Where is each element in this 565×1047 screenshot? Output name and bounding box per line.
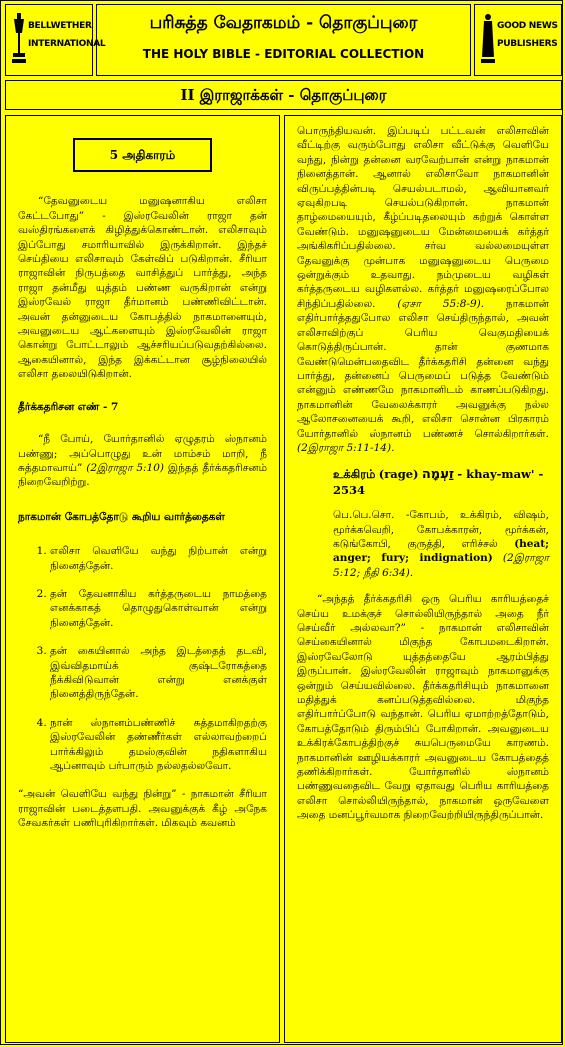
scripture-reference: (2இராஜா 5:12; நீதி 6:34). xyxy=(333,552,549,579)
header xyxy=(5,4,562,76)
paragraph: “அவன் வெளியே வந்து நின்று” - நாகமான் சீரியா ராஜாவின் படைத்தளபதி. அவனுக்குக் கீழ் அநேக சேவகர்கள் பணிபுரிகிறார்கள். மிகவும் கவனம் xyxy=(18,788,267,830)
trumpet-angel-icon xyxy=(481,13,495,65)
paragraph: “தேவனுடைய மனுஷனாகிய எலிசா கேட்டபோது” - இஸ்ரவேலின் ராஜா தன் வஸ்திரங்களைக் கிழித்துக்கொண்டான். எலிசாவும் இப்போது சமாரியாவில் இருக்கிறான். இந்தச் செய்தியை எலிசாவும் கேள்விப் படுகிறான். சீரியா ராஜாவின் நிருபத்தை வாசித்துப் பார்த்து, அந்த ராஜா தன்மீது யுத்தம் பண்ண வருகிறான் என்று இஸ்ரவேல் ராஜா தீர்மானம் பண்ணிவிட்டான். அவன் தன்னுடைய கோபத்தில் நாகமானையும், அவனுடைய ஆட்களையும் இஸ்ரவேலின் ராஜா கொன்று போட்டாலும் ஆச்சரியப்படுவதற்கில்லை. ஆகையினால், இந்த இக்கட்டான சூழ்நிலையில் எலிசா தலையிடுகிறான். xyxy=(18,195,267,381)
page-title-tamil: பரிசுத்த வேதாகமம் - தொகுப்புரை xyxy=(149,13,418,33)
word-study-entry xyxy=(297,467,549,498)
paragraph xyxy=(297,124,549,455)
paragraph-text: நாகமான் எதிர்பார்த்ததுபோல எலிசா செய்திருந்தால், அவன் எலிசாவிற்குப் பெரிய வெகுமதியைக் கொடுத்திருப்பான். தான் குணமாக வேண்டுமென்பதைவிட தீர்க்கதரிசி தன்னை வந்து பார்த்து, தன்னைப் பெருமைப் படுத்த வேண்டும் என்னும் எண்ணமே நாகமானிடம் காணப்படுகிறது. நாகமானின் வேலைக்காரர் அவனுக்கு நல்ல ஆலோசனையைக் கூறி, எலிசா சொன்ன பிரகாரம் யோர்தானில் ஸ்நானம் பண்ணச் சொல்கிறார்கள். xyxy=(297,297,549,440)
prophecy-quote: “நீ போய், யோர்தானில் ஏழுதரம் ஸ்நானம் பண்ணு; அப்பொழுது உன் மாம்சம் மாறி, நீ சுத்தமாவாய்” xyxy=(18,433,267,474)
paragraph-text: பொருந்தியவன். இப்படிப் பட்டவன் எலிசாவின் வீட்டிற்கு வரும்போது எலிசா வீட்டுக்கு வெளியே வந்து, நின்று தன்னை வரவேற்பான் என்று நாகமான் நினைத்தான். ஆனால் எலிசாவோ நாகமானின் விருப்பத்தின்படி செயல்படாமல், ஆவியானவர் ஏவுகிறபடி செயல்படுகிறான். நாகமான் தாழ்மையையும், கீழ்ப்படிதலையும் கற்றுக் கொள்ள வேண்டும். மனுஷனுடைய மேன்மையைக் கர்த்தர் அங்கிகரிப்பதில்லை. சர்வ வல்லமையுள்ள தேவனுக்கு முன்பாக மனுஷனுடைய பெருமை ஒன்றுக்கும் உதவாது. நம்முடைய வழிகள் கர்த்தருடைய வழிகளல்ல. கர்த்தர் மனுஷரைப்போல சிந்திப்பதில்லை. xyxy=(297,125,549,310)
word-hebrew: זַעְמָה xyxy=(421,467,455,483)
list-item: 4. நான் ஸ்நானம்பண்ணிச் சுத்தமாகிறதற்கு இஸ்ரவேலின் தண்ணீர்கள் எல்லாவற்றைப் பார்க்கிலும் தமஸ்குவின் நதிகளாகிய ஆப்னாவும் பர்பாரும் நல்லதல்லவோ. xyxy=(50,716,267,774)
logo-left-text: BELLWETHER INTERNATIONAL xyxy=(28,21,106,49)
synonyms-tamil: பெ.பெ.சொ. -கோபம், உக்கிரம், விஷம், மூர்க்கவெறி, கோபக்காரன், மூர்க்கன், கடுங்கோபி, குருத்தி, எரிச்சல் xyxy=(333,509,549,550)
prophecy-heading: தீர்க்கதரிசன எண் - 7 xyxy=(18,400,119,413)
synonyms xyxy=(297,508,549,580)
prophecy-fulfilled: இந்தத் தீர்க்கதரிசனம் நிறைவேறிற்று. xyxy=(18,461,268,489)
page-title-english: THE HOLY BIBLE - EDITORIAL COLLECTION xyxy=(142,47,425,61)
right-column xyxy=(284,115,562,1043)
title-box xyxy=(96,4,471,76)
word-tamil: உக்கிரம் xyxy=(333,467,376,482)
word-transliteration: - khay-maw' - 2534 xyxy=(333,467,544,497)
good-news-logo[interactable] xyxy=(474,4,562,76)
scripture-reference: (2இராஜா 5:10) xyxy=(86,461,164,474)
prophecy-paragraph xyxy=(18,432,267,490)
logo-right-text: GOOD NEWS PUBLISHERS xyxy=(497,21,558,49)
section-heading: நாகமான் கோபத்தோடு கூறிய வார்த்தைகள் xyxy=(18,510,225,523)
bellwether-logo[interactable] xyxy=(5,4,106,76)
lamp-icon xyxy=(12,13,26,65)
book-subtitle: II இராஜாக்கள் - தொகுப்புரை xyxy=(5,80,562,110)
word-english: (rage) xyxy=(378,467,419,482)
numbered-list xyxy=(18,544,267,773)
chapter-heading: 5 அதிகாரம் xyxy=(73,138,212,172)
list-item: 3. தன் கையினால் அந்த இடத்தைத் தடவி, இவ்விதமாய்க் குஷ்டரோகத்தை நீக்கிவிடுவான் என்று எனக்குள் நினைத்திருந்தேன். xyxy=(50,644,267,702)
synonyms-english: (heat; anger; fury; indignation) xyxy=(333,537,549,565)
list-item: 1. எலிசா வெளியே வந்து நிற்பான் என்று நினைத்தேன். xyxy=(50,544,267,573)
scripture-reference: (2இராஜா 5:11-14). xyxy=(297,441,395,454)
paragraph: “அந்தத் தீர்க்கதரிசி ஒரு பெரிய காரியத்தைச் செய்ய உமக்குச் சொல்லியிருந்தால் அதை நீர் செய்வீர் அல்லவா?” - நாகமான் எலிசாவின் செய்கையினால் மிகுந்த கோபமடைகிறான். இஸ்ரவேலோடு யுத்தத்தையே ஆரம்பித்து இருப்பான். இஸ்ரவேலின் ராஜாவும் நாகமானுக்கு ஒன்றும் செய்யவில்லை. தீர்க்கதரிசியும் நாகமானை மதித்துக் கனப்படுத்தவில்லை. மிகுந்த எதிர்பார்ப்போடு வந்தான். பெரிய ஏமாற்றத்தோடும், கோபத்தோடும் திரும்பிப் போகிறான். அவனுடைய உக்கிரக்கோபத்திற்குச் சுயபெருமையே காரணம். நாகமானின் ஊழியக்காரர் அவனுடைய கோபத்தைத் தணிக்கிறார்கள். யோர்தானில் ஸ்நானம் பண்ணுவதைவிட வேறு ஏதாவது பெரிய காரியத்தை எலிசா சொல்லியிருந்தால், நாகமான் ஒருவேளை அதை மனப்பூர்வமாக நிறைவேற்றியிருந்திருப்பான். xyxy=(297,593,549,822)
scripture-reference: (ஏசா 55:8-9). xyxy=(397,297,485,310)
left-column xyxy=(5,115,280,1043)
list-item: 2. தன் தேவனாகிய கர்த்தருடைய நாமத்தை எனக்காகத் தொழுதுகொள்வான் என்று நினைத்தேன். xyxy=(50,587,267,630)
